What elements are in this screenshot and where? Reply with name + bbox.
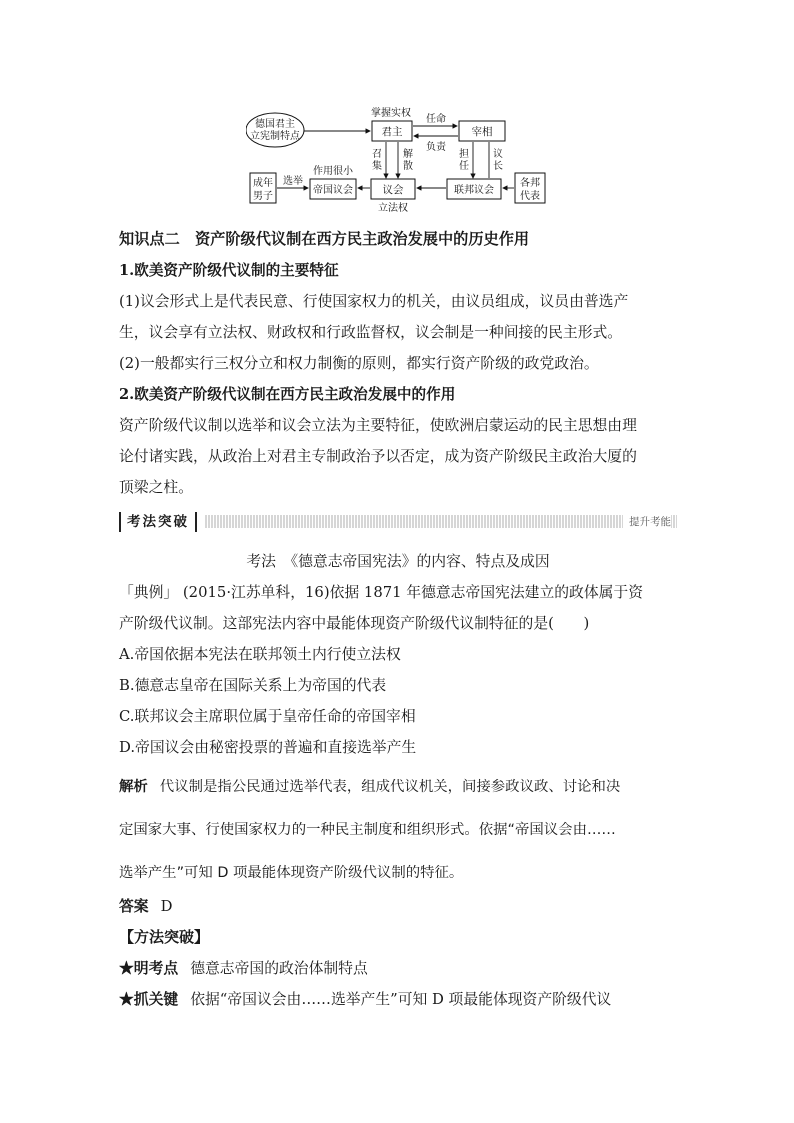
diagram-adult-line1: 成年 (253, 178, 273, 189)
section-bar-rule (205, 515, 677, 528)
constitutional-monarchy-diagram (246, 100, 556, 216)
diagram-imperial-diet: 帝国议会 (313, 185, 353, 196)
answer-line (119, 895, 172, 916)
diagram-serve-1: 担 (459, 149, 469, 160)
diagram-elect: 选举 (283, 176, 303, 187)
diagram-responsible: 负责 (426, 142, 446, 153)
diagram-summon-1: 召 (372, 149, 382, 160)
tip2-label: ★抓关键 (119, 991, 179, 1008)
tip1-label: ★明考点 (119, 960, 179, 977)
kp2-s2-c: 顶梁之柱。 (119, 479, 193, 496)
diagram-small-effect: 作用很小 (313, 166, 353, 177)
diagram-ellipse-line1: 德国君主 (255, 119, 295, 130)
diagram-chancellor: 宰相 (471, 126, 493, 138)
tips-title: 【方法突破】 (119, 928, 210, 946)
tip1-line (119, 957, 368, 978)
kp2-s2-b: 论付诸实践，从政治上对君主专制政治予以否定，成为资产阶级民主政治大厦的 (119, 448, 637, 465)
answer-label: 答案 (119, 898, 149, 915)
diagram-states-line1: 各邦 (520, 178, 540, 189)
question-line1: 「典例」 (2015·江苏单科，16)依据 1871 年德意志帝国宪法建立的政体属于资 (119, 584, 644, 601)
method-title: 考法 《德意志帝国宪法》的内容、特点及成因 (246, 553, 550, 570)
diagram-monarch: 君主 (381, 126, 403, 138)
option-c: C.联邦议会主席职位属于皇帝任命的帝国宰相 (119, 708, 416, 725)
diagram-legislative: 立法权 (378, 203, 408, 214)
analysis-line3: 选举产生”可知 D 项最能体现资产阶级代议制的特征。 (119, 865, 464, 881)
diagram-dissolve-2: 散 (403, 161, 413, 172)
section-bar (119, 512, 677, 532)
kp2-s2-title: 2.欧美资产阶级代议制在西方民主政治发展中的作用 (119, 386, 456, 403)
diagram-chair-1: 议 (493, 149, 503, 160)
option-d: D.帝国议会由秘密投票的普遍和直接选举产生 (119, 739, 417, 756)
section-bar-right: 提升考能 (623, 515, 671, 529)
diagram-top-label: 掌握实权 (371, 108, 411, 119)
diagram-summon-2: 集 (372, 161, 382, 172)
analysis-label: 解析 (119, 778, 148, 795)
kp2-s2-a: 资产阶级代议制以选举和议会立法为主要特征，使欧洲启蒙运动的民主思想由理 (119, 417, 637, 434)
tip2-line (119, 988, 611, 1009)
diagram-chair-2: 长 (493, 161, 503, 172)
diagram-states-line2: 代表 (520, 191, 540, 202)
kp2-s1-p2: (2)一般都实行三权分立和权力制衡的原则，都实行资产阶级的政党政治。 (119, 355, 599, 372)
diagram-adult-line2: 男子 (253, 191, 273, 202)
answer-value: D (160, 898, 173, 915)
diagram-appoint: 任命 (426, 114, 446, 125)
kp2-s1-title: 1.欧美资产阶级代议制的主要特征 (119, 262, 339, 279)
kp2-title: 知识点二 资产阶级代议制在西方民主政治发展中的历史作用 (119, 230, 530, 248)
section-bar-label: 考法突破 (119, 512, 197, 532)
diagram-serve-2: 任 (459, 161, 469, 172)
kp2-s1-p1-b: 生，议会享有立法权、财政权和行政监督权，议会制是一种间接的民主形式。 (119, 324, 623, 341)
diagram-ellipse-line2: 立宪制特点 (250, 131, 300, 142)
question-line2: 产阶级代议制。这部宪法内容中最能体现资产阶级代议制特征的是( ) (119, 615, 590, 632)
option-a: A.帝国依据本宪法在联邦领土内行使立法权 (119, 646, 401, 663)
tip2-text: 依据“帝国议会由……选举产生”可知 D 项最能体现资产阶级代议 (190, 991, 612, 1008)
tip1-text: 德意志帝国的政治体制特点 (190, 960, 368, 977)
analysis-line2: 定国家大事、行使国家权力的一种民主制度和组织形式。依据“帝国议会由…… (119, 822, 616, 838)
analysis-line1 (119, 775, 620, 796)
option-b: B.德意志皇帝在国际关系上为帝国的代表 (119, 677, 387, 694)
diagram-federal-council: 联邦议会 (454, 185, 494, 196)
analysis-text-a: 代议制是指公民通过选举代表，组成代议机关，间接参政议政、讨论和决 (159, 779, 621, 795)
diagram-dissolve-1: 解 (403, 149, 413, 160)
kp2-s1-p1-a: (1)议会形式上是代表民意、行使国家权力的机关，由议员组成，议员由普选产 (119, 293, 629, 310)
diagram-parliament: 议会 (382, 184, 404, 196)
